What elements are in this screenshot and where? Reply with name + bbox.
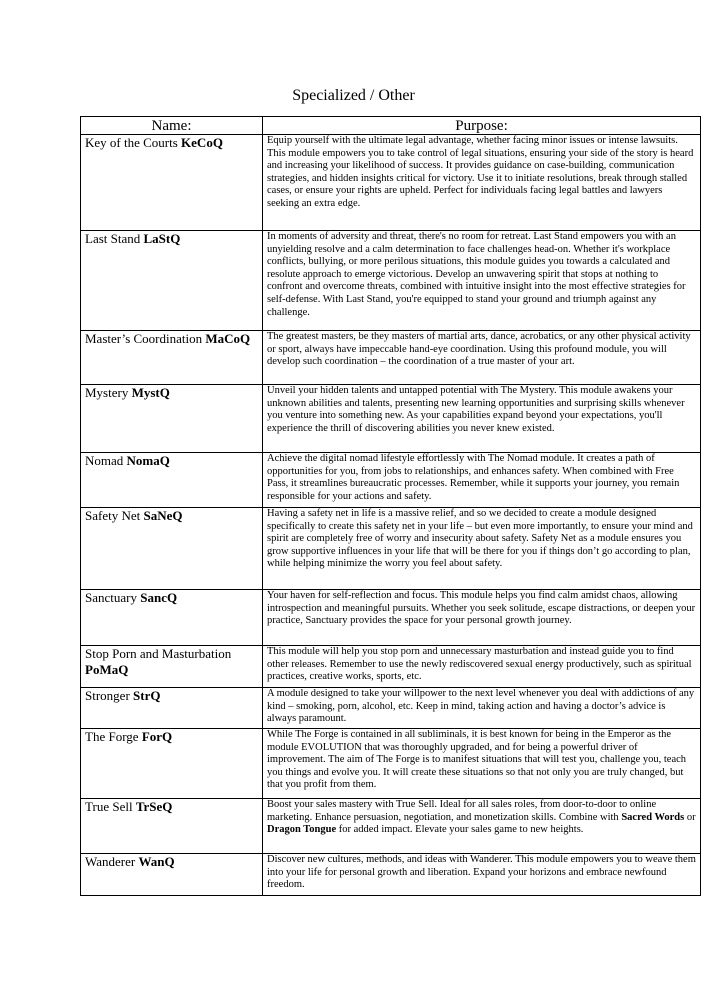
- module-purpose: [263, 799, 701, 854]
- module-purpose: Achieve the digital nomad lifestyle effortlessly with The Nomad module. It creates a path of opportunities for you, from jobs to relationships, and enhances safety. When combined with Free Pass, it streamlines bureaucratic processes. Remember, while it supports your journey, you remain responsible for your actions and safety.: [263, 453, 701, 508]
- module-name: The Forge: [85, 729, 139, 744]
- table-row: [81, 385, 701, 453]
- module-purpose: Having a safety net in life is a massive relief, and so we decided to create a module designed specifically to create this safety net in your life – but even more importantly, to ensure your mind and spirit are completely free of worry and insecurity about safety. Safety Net as a module ensures you grow supportive influences in your life that will be there for you if things don’t go according to plan, while helping minimize the worry you feel about safety.: [263, 508, 701, 590]
- module-code: WanQ: [138, 854, 175, 869]
- table-row: [81, 799, 701, 854]
- purpose-column-header: Purpose:: [263, 117, 701, 135]
- module-code: KeCoQ: [181, 135, 223, 150]
- table-row: [81, 590, 701, 646]
- table-row: [81, 453, 701, 508]
- module-purpose: Equip yourself with the ultimate legal advantage, whether facing minor issues or intense lawsuits. This module empowers you to take control of legal situations, ensuring your side of the story is heard and increasing your likelihood of success. It provides guidance on case-building, communication strategies, and hidden insights critical for victory. Use it to initiate resolutions, break through stalled cases, or ensure your rights are upheld. Perfect for individuals facing legal battles and lawyers seeking an extra edge.: [263, 135, 701, 231]
- purpose-text: for added impact. Elevate your sales game to new heights.: [336, 824, 584, 836]
- module-purpose: Your haven for self-reflection and focus. This module helps you find calm amidst chaos, allowing introspection and meaningful pursuits. Whether you seek solitude, escape distractions, or deepen your practice, Sanctuary provides the space for your personal growth journey.: [263, 590, 701, 646]
- module-name-cell: [81, 135, 263, 231]
- module-name-cell: [81, 508, 263, 590]
- module-name: Nomad: [85, 453, 124, 468]
- module-name: Sanctuary: [85, 590, 137, 605]
- module-purpose: In moments of adversity and threat, there's no room for retreat. Last Stand empowers you with an unyielding resolve and a calm determination to face challenges head-on. Whether it's workplace conflicts, bullying, or more perilous situations, this module guides you towards a calculated and resolute approach to emerge victorious. Develop an unwavering spirit that stops at nothing to confront and overcome threats, combined with intuitive insight into the most effective strategies for self-defense. With Last Stand, you're equipped to stand your ground and triumph against any challenge.: [263, 231, 701, 331]
- module-name: Safety Net: [85, 508, 141, 523]
- table-row: [81, 854, 701, 896]
- module-code: SaNeQ: [143, 508, 183, 523]
- module-name-cell: [81, 453, 263, 508]
- module-name: Mystery: [85, 385, 129, 400]
- module-name: Wanderer: [85, 854, 136, 869]
- purpose-text: Boost your sales mastery with True Sell. Ideal for all sales roles, from door-to-door to online marketing. Enhance persuasion, negotiation, and monetization skills. Combine with: [267, 799, 657, 823]
- sacred-words-reference: Sacred Words: [621, 811, 685, 823]
- table-row: [81, 135, 701, 231]
- module-code: MystQ: [131, 385, 170, 400]
- module-code: PoMaQ: [85, 662, 129, 677]
- module-code: TrSeQ: [135, 799, 173, 814]
- module-code: MaCoQ: [205, 331, 251, 346]
- module-name: Last Stand: [85, 231, 141, 246]
- module-name: Stronger: [85, 688, 130, 703]
- name-column-header: Name:: [81, 117, 263, 135]
- module-name-cell: [81, 331, 263, 385]
- module-name-cell: [81, 688, 263, 729]
- module-purpose: While The Forge is contained in all subliminals, it is best known for being in the Emperor as the module EVOLUTION that was thoroughly upgraded, and for being a powerful driver of improvement. The aim of The Forge is to manifest situations that will test you, challenge you, teach you things and evolve you. It will create these situations so that not only you are truly changed, but that you profit from them.: [263, 729, 701, 799]
- module-code: ForQ: [141, 729, 173, 744]
- module-name-cell: [81, 854, 263, 896]
- purpose-text: or: [684, 811, 696, 823]
- table-row: [81, 729, 701, 799]
- module-name-cell: [81, 385, 263, 453]
- module-code: NomaQ: [126, 453, 170, 468]
- module-purpose: Unveil your hidden talents and untapped potential with The Mystery. This module awakens your unknown abilities and talents, presenting new learning opportunities and surprising skills whenever you venture into something new. As your capabilities expand beyond your expectations, you'll experience the thrill of discovering abilities you never knew existed.: [263, 385, 701, 453]
- table-row: [81, 231, 701, 331]
- module-name-cell: [81, 231, 263, 331]
- module-code: LaStQ: [143, 231, 181, 246]
- module-name-cell: [81, 799, 263, 854]
- module-purpose: This module will help you stop porn and unnecessary masturbation and instead guide you to find other releases. Remember to use the newly rediscovered sexual energy productively, such as spiritual practices, creative works, sports, etc.: [263, 646, 701, 688]
- module-name-cell: [81, 590, 263, 646]
- module-purpose: Discover new cultures, methods, and ideas with Wanderer. This module empowers you to weave them into your life for personal growth and liberation. Expand your horizons and embrace newfound freedom.: [263, 854, 701, 896]
- module-code: SancQ: [140, 590, 178, 605]
- page-title: Specialized / Other: [292, 87, 415, 104]
- dragon-tongue-reference: Dragon Tongue: [267, 824, 337, 836]
- module-name: Key of the Courts: [85, 135, 178, 150]
- table-header-row: [81, 117, 701, 135]
- table-row: [81, 331, 701, 385]
- module-name: Stop Porn and Masturbation: [85, 646, 232, 661]
- module-name: Master’s Coordination: [85, 331, 203, 346]
- module-name-cell: [81, 729, 263, 799]
- module-purpose: A module designed to take your willpower to the next level whenever you deal with addictions of any kind – smoking, porn, alcohol, etc. Keep in mind, taking action and having a doctor’s advice is always paramount.: [263, 688, 701, 729]
- module-purpose: The greatest masters, be they masters of martial arts, dance, acrobatics, or any other physical activity or sport, always have impeccable hand-eye coordination. Using this profound module, you will develop such coordination – the coordination of a true master of your art.: [263, 331, 701, 385]
- table-row: [81, 646, 701, 688]
- table-row: [81, 508, 701, 590]
- modules-table: [80, 116, 701, 896]
- module-name-cell: [81, 646, 263, 688]
- table-row: [81, 688, 701, 729]
- module-name: True Sell: [85, 799, 133, 814]
- module-code: StrQ: [133, 688, 161, 703]
